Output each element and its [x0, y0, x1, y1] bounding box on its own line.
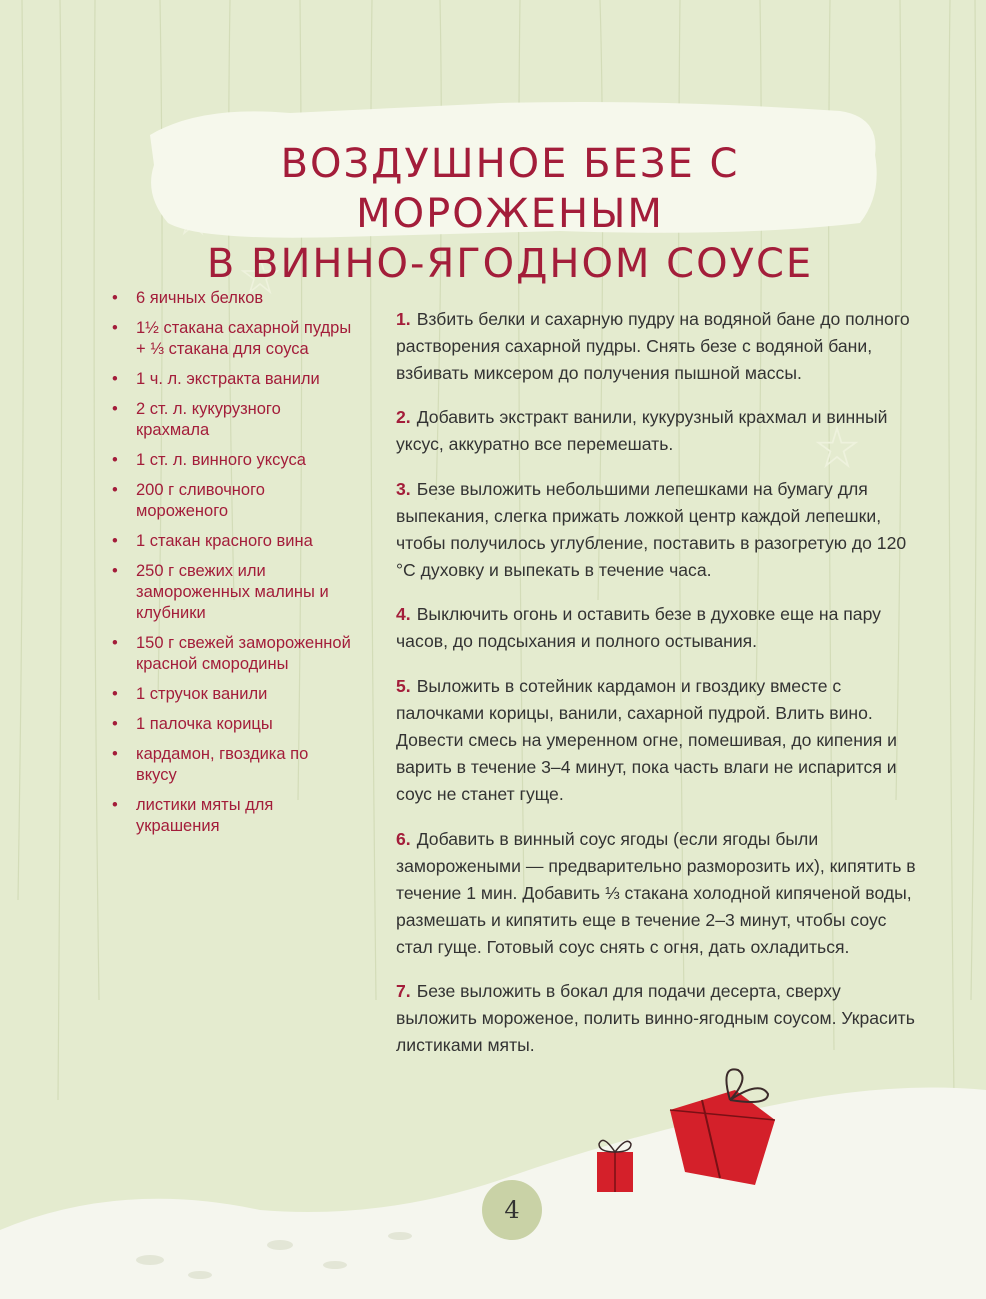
step-item: [396, 306, 916, 387]
steps-list: [396, 288, 916, 1070]
step-item: [396, 601, 916, 655]
step-item: [396, 978, 916, 1059]
page-number-badge: [482, 1180, 542, 1240]
step-text: Безе выложить в бокал для подачи десерта, сверху выложить мороженое, полить винно-ягодным соусом. Украсить листиками мяты.: [396, 981, 915, 1056]
step-number: 3.: [396, 478, 411, 499]
step-item: [396, 826, 916, 961]
ingredients-list: [112, 288, 352, 846]
ingredient-item: • 2 ст. л. кукурузного крахмала: [112, 399, 352, 441]
step-number: 6.: [396, 828, 411, 849]
ingredient-item: • 6 яичных белков: [112, 288, 352, 309]
ingredient-item: • листики мяты для украшения: [112, 795, 352, 837]
step-number: 1.: [396, 308, 411, 329]
step-text: Безе выложить небольшими лепешками на бумагу для выпекания, слегка прижать ложкой центр каждой лепешки, чтобы получилось углубление, поставить в разогретую до 120 °С духовку и выпекать в течение часа.: [396, 478, 907, 580]
recipe-title: [150, 139, 870, 289]
title-line-1: ВОЗДУШНОЕ БЕЗЕ С МОРОЖЕНЫМ: [280, 140, 740, 237]
ingredient-item: • 250 г свежих или замороженных малины и клубники: [112, 561, 352, 624]
ingredient-item: • 1 стручок ванили: [112, 684, 352, 705]
ingredient-item: • 1 палочка корицы: [112, 714, 352, 735]
large-gift-icon: [650, 1060, 790, 1190]
snow-hill: [0, 1060, 986, 1299]
step-number: 4.: [396, 604, 411, 625]
step-text: Добавить экстракт ванили, кукурузный крахмал и винный уксус, аккуратно все перемешать.: [396, 407, 888, 455]
step-number: 7.: [396, 981, 411, 1002]
step-text: Выложить в сотейник кардамон и гвоздику вместе с палочками корицы, ванили, сахарной пудрой. Влить вино. Довести смесь на умеренном огне, помешивая, до кипения и варить в течение 3–4 минут, пока часть влаги не испарится и соус не станет гуще.: [396, 675, 897, 804]
step-text: Добавить в винный соус ягоды (если ягоды были заморожеными — предварительно разморозить их), кипятить в течение 1 мин. Добавить ⅓ стакана холодной кипяченой воды, размешать и кипятить еще в течение 2–3 минут, чтобы соус стал гуще. Готовый соус снять с огня, дать охладиться.: [396, 828, 916, 957]
ingredient-item: • 200 г сливочного мороженого: [112, 480, 352, 522]
title-line-2: В ВИННО-ЯГОДНОМ СОУСЕ: [206, 240, 814, 287]
ingredient-item: • 1 ст. л. винного уксуса: [112, 450, 352, 471]
ingredient-item: • кардамон, гвоздика по вкусу: [112, 744, 352, 786]
step-text: Взбить белки и сахарную пудру на водяной бане до полного растворения сахарной пудры. Снять безе с водяной бани, взбивать миксером до получения пышной массы.: [396, 308, 910, 383]
ingredient-item: • 1 стакан красного вина: [112, 531, 352, 552]
page-number: 4: [504, 1196, 520, 1224]
step-item: [396, 476, 916, 584]
step-text: Выключить огонь и оставить безе в духовке еще на пару часов, до подсыхания и полного остывания.: [396, 604, 881, 652]
small-gift-icon: [585, 1130, 645, 1200]
ingredient-item: • 1½ стакана сахарной пудры + ⅓ стакана для соуса: [112, 318, 352, 360]
step-item: [396, 673, 916, 808]
ingredient-item: • 1 ч. л. экстракта ванили: [112, 369, 352, 390]
ingredient-item: • 150 г свежей замороженной красной смородины: [112, 633, 352, 675]
step-number: 2.: [396, 407, 411, 428]
step-number: 5.: [396, 675, 411, 696]
step-item: [396, 404, 916, 458]
